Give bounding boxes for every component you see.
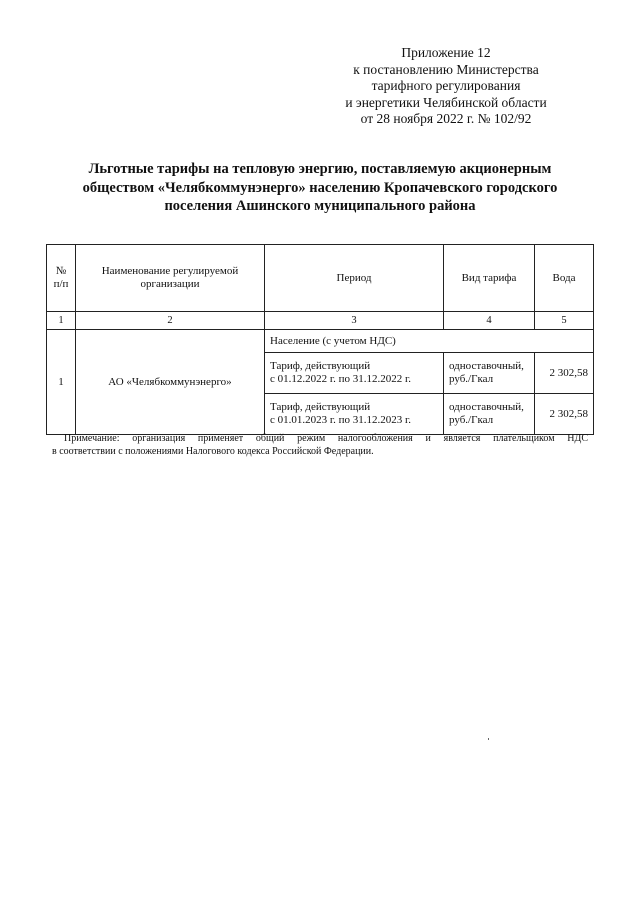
tariff-table <box>46 244 594 435</box>
document-title <box>48 160 592 216</box>
column-number: 4 <box>444 312 535 330</box>
tariff-type-cell <box>444 394 535 435</box>
header-organization: Наименование регулируемой организации <box>76 245 265 312</box>
appendix-number: Приложение 12 <box>401 45 491 60</box>
header-tariff-type: Вид тарифа <box>444 245 535 312</box>
column-number: 5 <box>535 312 594 330</box>
period-dates: с 01.12.2022 г. по 31.12.2022 г. <box>270 373 412 385</box>
title-line-1: Льготные тарифы на тепловую энергию, поставляемую акционерным <box>88 161 552 177</box>
table-row <box>47 330 594 353</box>
period-cell <box>265 353 444 394</box>
water-value: 2 302,58 <box>535 394 594 435</box>
header-period: Период <box>265 245 444 312</box>
water-value: 2 302,58 <box>535 353 594 394</box>
tariff-unit: руб./Гкал <box>449 414 494 426</box>
tariff-type: одноставочный, <box>449 401 524 413</box>
header-water: Вода <box>535 245 594 312</box>
title-line-2: обществом «Челябкоммунэнерго» населению Кропачевского городского <box>82 179 558 196</box>
title-line-3: поселения Ашинского муниципального района <box>164 198 476 214</box>
scan-speck <box>488 738 489 740</box>
tariff-type-cell <box>444 353 535 394</box>
organization-name: АО «Челябкоммунэнерго» <box>76 330 265 435</box>
appendix-reference: к постановлению Министерства <box>353 61 539 77</box>
consumer-group: Население (с учетом НДС) <box>265 330 594 353</box>
column-number: 3 <box>265 312 444 330</box>
period-cell <box>265 394 444 435</box>
tariff-type: одноставочный, <box>449 360 524 372</box>
footnote-line-1: Примечание: организация применяет общий режим налогообложения и является плательщиком НДС <box>64 433 588 444</box>
table-header-row <box>47 245 594 312</box>
header-number-abbr: п/п <box>53 278 69 290</box>
footnote-line-2: в соответствии с положениями Налогового кодекса Российской Федерации. <box>52 445 374 457</box>
column-number: 1 <box>47 312 76 330</box>
appendix-region: и энергетики Челябинской области <box>345 94 547 110</box>
appendix-date: от 28 ноября 2022 г. № 102/92 <box>360 111 532 126</box>
footnote <box>52 433 588 458</box>
appendix-ministry: тарифного регулирования <box>371 78 521 93</box>
appendix-header <box>330 45 562 128</box>
tariff-unit: руб./Гкал <box>449 373 494 385</box>
column-number: 2 <box>76 312 265 330</box>
period-label: Тариф, действующий <box>270 360 371 372</box>
row-number: 1 <box>47 330 76 435</box>
header-number <box>47 245 76 312</box>
period-dates: с 01.01.2023 г. по 31.12.2023 г. <box>270 414 412 426</box>
header-number-sign: № <box>55 265 67 277</box>
column-number-row <box>47 312 594 330</box>
period-label: Тариф, действующий <box>270 401 371 413</box>
